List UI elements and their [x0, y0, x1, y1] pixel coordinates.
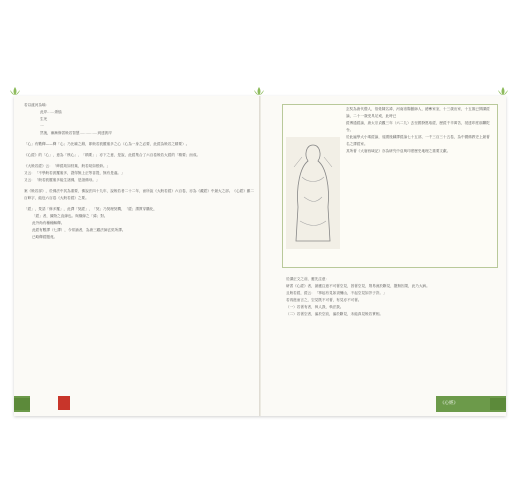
page-number-left [14, 398, 30, 410]
text-line: 《心經》的「心」，意為「核心」、「精要」；亦下之意，是說，此經集合了六百卷般若大經的「精要」而成。 [24, 153, 201, 157]
text-line: 此外尚有種種解釋。 [32, 221, 65, 225]
text-line: 已略釋經題竟。 [32, 235, 58, 239]
text-line: 「經」，梵語「修多羅」，此譯「契經」，「契」乃契理契機，「經」謂貫穿攝化， [24, 207, 157, 211]
text-line: （一）若著有者，執人我，執法我。 [286, 305, 344, 309]
text-line: 案《般若部》，於佛法中其為重要，佛說法四十九年，說般若者二十二年，而所說《大般若經》六百卷，亦為《藏經》中最大之部。《心經》雖二百餘字，能包六百卷《大般若經》之要。 [24, 189, 254, 200]
book-gutter [259, 96, 261, 416]
footer-title: 《心經》 [440, 401, 458, 406]
text-line: 一 [40, 124, 44, 128]
monk-figure [286, 137, 340, 249]
text-line: 「經」者，織物之直線也。與橫線之「緯」對。 [32, 214, 108, 218]
right-page-text [286, 276, 492, 318]
seal-icon [58, 396, 70, 410]
text-line: 若以渡河為喻： [24, 103, 50, 107]
text-line: 又云：「不學般若波羅蜜多，證得無上正等菩提，無有是處。」 [24, 171, 125, 175]
text-line: 「心」有數釋——釋「心」乃比喻之辭，即般若波羅蜜多之心（心為一身之必要，此經為般若之精要）。 [24, 142, 190, 146]
lotus-icon-right [496, 86, 510, 96]
text-line: 玄奘為唐代僧人，俗姓陳名禕，河南洛陽偃師人，總參家室，十三歲出家，十五歲已開講經論，二十一歲受具足戒，此時已 [346, 107, 490, 118]
text-line: 然後，漸漸修習般若智慧……………到達彼岸 [40, 131, 112, 135]
page-number-right [490, 398, 506, 410]
text-line: 《大般若經》云：「餘經劫如枝葉，般若劫如根幹。」 [24, 164, 111, 168]
left-page-text [24, 100, 254, 241]
text-line: 研習《心經》者，最應注意不可著空見，因著空見，則易流於斷見，撥無因果，此乃大病。 [286, 284, 430, 288]
text-line: 生死 [40, 117, 48, 121]
text-line: 若再進而言之，空見既不可著，有見亦不可著。 [286, 298, 362, 302]
text-line: 經博通經論，唐太宗貞觀三年（六二九）去至國發愿取經，歷經千辛萬苦，抵達印度那爛陀寺。 [346, 121, 490, 132]
lotus-icon-left [8, 86, 22, 96]
text-line: 此岸……煩惱 [40, 110, 62, 114]
text-line: 又云：「般若波羅蜜多能生諸佛，是諸佛母。」 [24, 178, 100, 182]
text-line: （二）若著空者，偏於空寂，偏於斷見，未能真見般若實相。 [286, 312, 384, 316]
sidebar-text [346, 106, 492, 155]
text-line: 於此遍學大小乘經論，返國後翻譯經論七十五部，一千三百三十五卷，為中國佛教史上最著名之譯經家。 [346, 135, 490, 146]
text-line: 此經有數譯（七譯），今常誦者，為唐三藏法師玄奘所譯。 [32, 228, 126, 232]
text-line: 且般若經，經云：「寧起有見如須彌山，不起空見如芥子許。」 [286, 291, 387, 295]
lotus-icon-center [252, 86, 266, 96]
text-line: 於講正文之前，應先注意： [286, 277, 330, 281]
text-line: 其所著《大唐西域記》亦為研究中亞與印度歷史地理之重要文獻。 [346, 149, 451, 153]
